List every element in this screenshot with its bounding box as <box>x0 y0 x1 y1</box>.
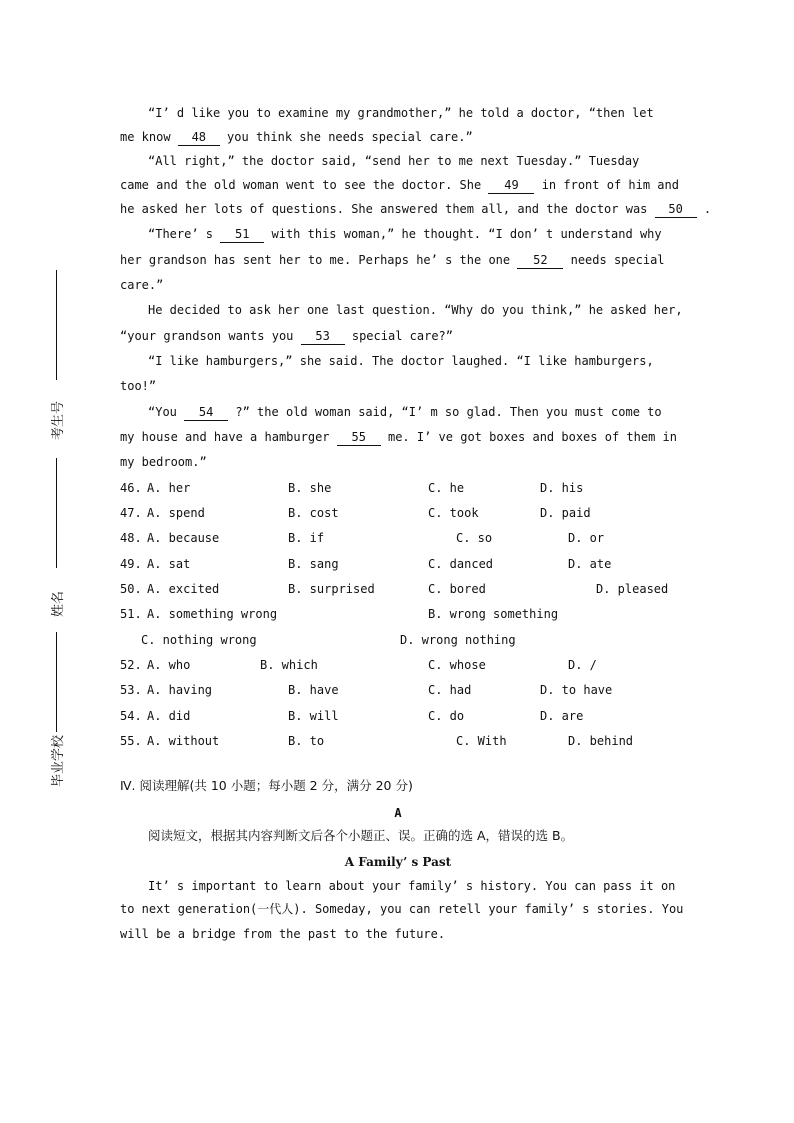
reading-line: to next generation(一代人). Someday, you can retell your family’ s stories. You <box>120 902 684 916</box>
passage-line <box>148 405 662 421</box>
name-label: 姓名 <box>51 590 66 617</box>
option-b: B. wrong something <box>428 607 559 621</box>
reading-line: will be a bridge from the past to the future. <box>120 927 446 941</box>
option-a: A. spend <box>147 506 205 520</box>
passage-line: He decided to ask her one last question. “Why do you think,” he asked her, <box>148 303 683 317</box>
passage-text: special care?” <box>351 329 454 343</box>
option-b: B. surprised <box>288 582 375 596</box>
passage-line <box>120 430 677 446</box>
part-label: A <box>394 806 402 820</box>
option-c: C. nothing wrong <box>141 633 257 647</box>
passage-text: me. I’ ve got boxes and boxes of them in <box>387 430 677 444</box>
passage-text: he asked her lots of questions. She answered them all, and the doctor was <box>120 202 648 216</box>
option-c: C. took <box>428 506 479 520</box>
blank-55: 55 <box>337 431 381 446</box>
blank-53: 53 <box>301 330 345 345</box>
option-b: B. have <box>288 683 339 697</box>
option-c: C. bored <box>428 582 486 596</box>
option-d: D. behind <box>568 734 634 748</box>
option-d: D. are <box>540 709 584 723</box>
option-c: C. danced <box>428 557 494 571</box>
question-number: 52. <box>120 658 142 672</box>
passage-line <box>120 178 679 194</box>
exam-no-label: 考生号 <box>51 400 66 440</box>
passage-text: my house and have a hamburger <box>120 430 330 444</box>
question-number: 48. <box>120 531 142 545</box>
option-d: D. or <box>568 531 605 545</box>
option-b: B. sang <box>288 557 339 571</box>
passage-line <box>120 253 665 269</box>
passage-text: in front of him and <box>541 178 679 192</box>
option-c: C. With <box>456 734 507 748</box>
question-number: 54. <box>120 709 142 723</box>
passage-text: “your grandson wants you <box>120 329 294 343</box>
option-d: D. his <box>540 481 584 495</box>
question-number: 53. <box>120 683 142 697</box>
option-a: A. sat <box>147 557 191 571</box>
blank-50: 50 <box>655 203 697 218</box>
question-number: 49. <box>120 557 142 571</box>
passage-text: “There’ s <box>148 227 214 241</box>
option-a: A. having <box>147 683 213 697</box>
option-d: D. paid <box>540 506 591 520</box>
passage-line <box>120 329 453 345</box>
option-c: C. whose <box>428 658 486 672</box>
passage-text: needs special <box>570 253 665 267</box>
question-number: 50. <box>120 582 142 596</box>
question-number: 55. <box>120 734 142 748</box>
passage-line: “I like hamburgers,” she said. The doctor laughed. “I like hamburgers, <box>148 354 654 368</box>
passage-line: “I’ d like you to examine my grandmother,” he told a doctor, “then let <box>148 106 654 120</box>
passage-line <box>120 202 711 218</box>
option-b: B. which <box>260 658 318 672</box>
option-b: B. to <box>288 734 325 748</box>
option-d: D. ate <box>568 557 612 571</box>
option-d: D. pleased <box>596 582 669 596</box>
option-b: B. will <box>288 709 339 723</box>
option-a: A. something wrong <box>147 607 278 621</box>
passage-line: “All right,” the doctor said, “send her to me next Tuesday.” Tuesday <box>148 154 640 168</box>
passage-text: ?” the old woman said, “I’ m so glad. Then you must come to <box>235 405 662 419</box>
passage-text: . <box>703 202 712 216</box>
passage-line: my bedroom.” <box>120 455 207 469</box>
reading-line: It’ s important to learn about your family’ s history. You can pass it on <box>148 879 676 893</box>
question-number: 46. <box>120 481 142 495</box>
option-c: C. had <box>428 683 472 697</box>
passage-text: came and the old woman went to see the doctor. She <box>120 178 482 192</box>
option-c: C. do <box>428 709 465 723</box>
option-a: A. did <box>147 709 191 723</box>
option-b: B. cost <box>288 506 339 520</box>
option-c: C. so <box>456 531 493 545</box>
passage-line <box>148 227 662 243</box>
blank-52: 52 <box>517 254 563 269</box>
blank-51: 51 <box>220 228 264 243</box>
school-label: 毕业学校 <box>51 734 66 787</box>
blank-48: 48 <box>178 131 220 146</box>
question-number: 47. <box>120 506 142 520</box>
option-a: A. because <box>147 531 220 545</box>
passage-text: with this woman,” he thought. “I don’ t understand why <box>271 227 662 241</box>
option-d: D. / <box>568 658 597 672</box>
option-d: D. to have <box>540 683 613 697</box>
option-a: A. without <box>147 734 220 748</box>
option-b: B. if <box>288 531 325 545</box>
question-number: 51. <box>120 607 142 621</box>
passage-line: too!” <box>120 379 157 393</box>
option-b: B. she <box>288 481 332 495</box>
passage-text: you think she needs special care.” <box>227 130 473 144</box>
blank-54: 54 <box>184 406 228 421</box>
option-c: C. he <box>428 481 465 495</box>
passage-text: her grandson has sent her to me. Perhaps he’ s the one <box>120 253 511 267</box>
passage-title: A Family’ s Past <box>344 855 452 869</box>
option-a: A. her <box>147 481 191 495</box>
blank-49: 49 <box>488 179 534 194</box>
passage-line <box>120 130 473 146</box>
section-heading: Ⅳ. 阅读理解(共 10 小题；每小题 2 分，满分 20 分) <box>120 778 413 793</box>
exam-no-line <box>56 270 57 380</box>
passage-text: “You <box>148 405 177 419</box>
instruction: 阅读短文，根据其内容判断文后各个小题正、误。正确的选 A，错误的选 B。 <box>148 828 574 843</box>
passage-line: care.” <box>120 278 164 292</box>
option-a: A. who <box>147 658 191 672</box>
passage-text: me know <box>120 130 171 144</box>
option-d: D. wrong nothing <box>400 633 516 647</box>
option-a: A. excited <box>147 582 220 596</box>
